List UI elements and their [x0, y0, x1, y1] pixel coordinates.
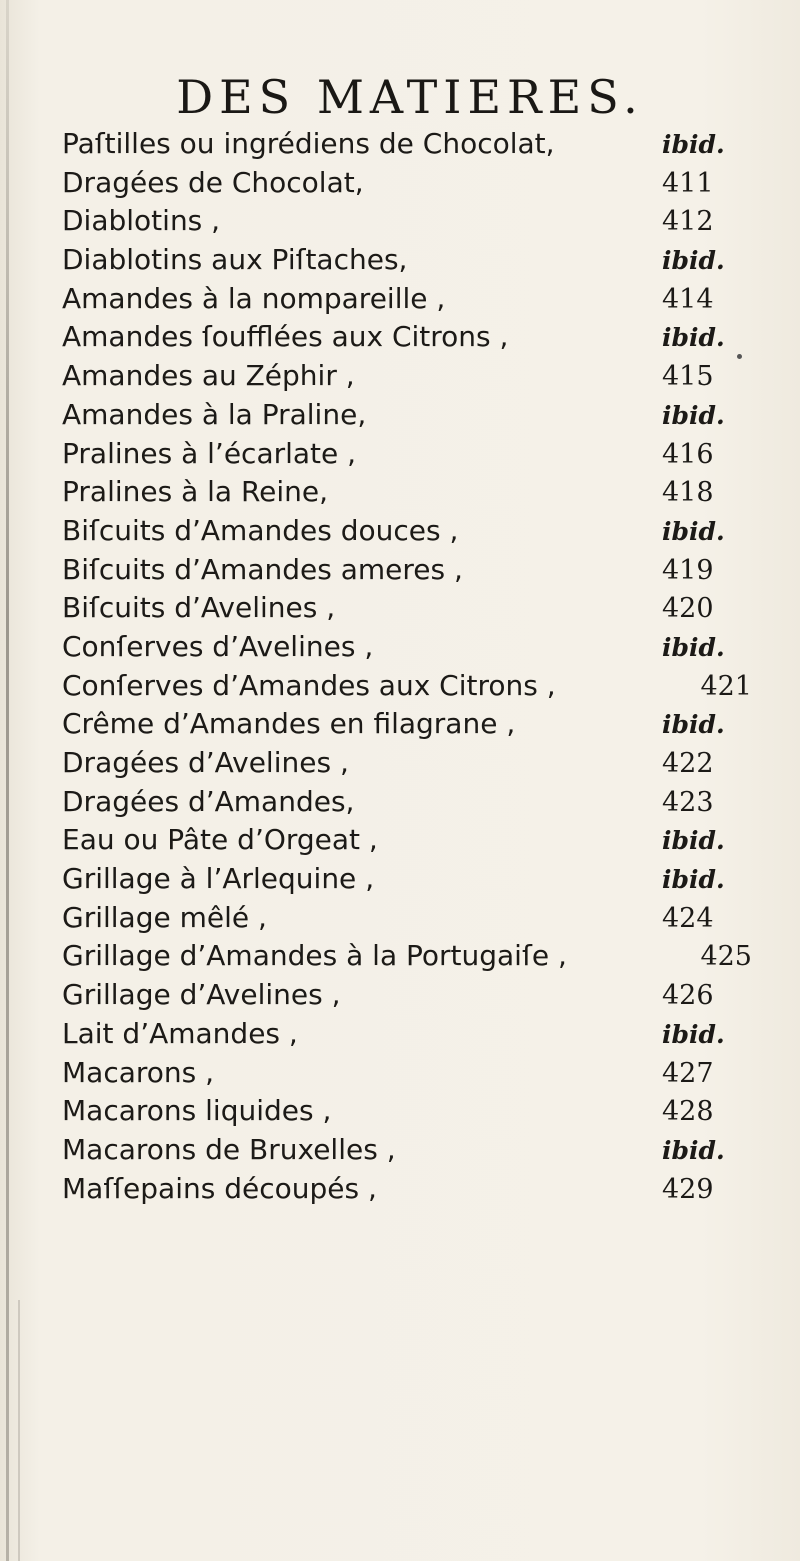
toc-entry-page: 416 [662, 438, 714, 470]
toc-entry-label: Biſcuits d’Avelines , [62, 591, 336, 625]
toc-entry-label: Grillage d’Amandes à la Portugaiſe , [62, 939, 567, 973]
toc-entry [62, 512, 752, 551]
toc-entry [62, 202, 752, 241]
toc-entry-label: Amandes au Zéphir , [62, 359, 355, 393]
toc-entry-label: Amandes ſoufflées aux Citrons , [62, 320, 509, 354]
toc-entry-page: 429 [662, 1173, 714, 1205]
toc-entry-label: Grillage mêlé , [62, 900, 267, 934]
toc-entry-label: Conſerves d’Amandes aux Citrons , [62, 668, 556, 702]
toc-entry-label: Diablotins , [62, 204, 221, 238]
toc-entry [62, 125, 752, 164]
toc-entry [62, 821, 752, 860]
toc-entry-label: Biſcuits d’Amandes douces , [62, 513, 459, 547]
toc-entry-label: Pralines à la Reine, [62, 475, 329, 509]
toc-entry-label: Maſſepains découpés , [62, 1171, 377, 1205]
toc-entry [62, 318, 752, 357]
toc-entry [62, 164, 752, 203]
toc-entry-label: Pralines à l’écarlate , [62, 436, 357, 470]
toc-entry-page: ibid. [662, 1019, 725, 1049]
toc-entry [62, 1054, 752, 1093]
toc-entry-page: ibid. [662, 710, 725, 740]
toc-entry [62, 589, 752, 628]
toc-entry [62, 667, 752, 706]
toc-entry-label: Grillage à l’Arlequine , [62, 862, 375, 896]
toc-entry-label: Diablotins aux Piſtaches, [62, 243, 408, 277]
toc-entry-page: 426 [662, 980, 714, 1012]
toc-entry-page: ibid. [662, 400, 725, 430]
toc-entry [62, 937, 752, 976]
toc-entry-page: 423 [662, 786, 714, 818]
toc-entry [62, 435, 752, 474]
toc-entry-page: 427 [662, 1057, 714, 1089]
toc-entry [62, 357, 752, 396]
toc-entry-label: Macarons de Bruxelles , [62, 1132, 396, 1166]
toc-entry [62, 860, 752, 899]
toc-entry-label: Dragées d’Amandes, [62, 784, 355, 818]
toc-entry-label: Dragées de Chocolat, [62, 165, 364, 199]
toc-entry [62, 744, 752, 783]
toc-entry-page: ibid. [662, 865, 725, 895]
page-gutter-shadow [6, 0, 9, 1561]
toc-entry-page: 411 [662, 167, 714, 199]
toc-entry [62, 473, 752, 512]
page-gutter-mark [18, 1300, 20, 1561]
toc-entry-page: ibid. [662, 632, 725, 662]
toc-entry-label: Dragées d’Avelines , [62, 746, 349, 779]
toc-entry-label: Amandes à la nompareille , [62, 281, 446, 315]
toc-entry [62, 280, 752, 319]
toc-entry [62, 783, 752, 822]
toc-entry-page: 428 [662, 1096, 714, 1128]
toc-entry [62, 1015, 752, 1054]
toc-entry-page: 422 [662, 748, 714, 779]
toc-entry-label: Macarons , [62, 1055, 215, 1089]
toc-entry-label: Crême d’Amandes en filagrane , [62, 707, 516, 741]
toc-entry-page: ibid. [662, 246, 725, 276]
toc-entry-page: 421 [700, 670, 752, 702]
toc-entry [62, 1131, 752, 1170]
toc-entry-page: ibid. [662, 323, 725, 353]
table-of-contents [62, 125, 752, 1208]
toc-entry [62, 551, 752, 590]
toc-entry-label: Grillage d’Avelines , [62, 978, 341, 1012]
toc-entry-page: 415 [662, 361, 714, 393]
toc-entry-page: ibid. [662, 826, 725, 856]
page-heading: DES MATIERES. [176, 70, 644, 124]
toc-entry-page: 418 [662, 477, 714, 509]
toc-entry [62, 1170, 752, 1209]
toc-entry-label: Lait d’Amandes , [62, 1016, 298, 1050]
toc-entry-page: ibid. [662, 516, 725, 546]
toc-entry [62, 241, 752, 280]
toc-entry-label: Amandes à la Praline, [62, 397, 367, 431]
ink-speck [737, 354, 742, 359]
toc-entry [62, 396, 752, 435]
toc-entry-page: 425 [700, 941, 752, 973]
toc-entry [62, 976, 752, 1015]
toc-entry [62, 705, 752, 744]
toc-entry-page: ibid. [662, 130, 725, 159]
toc-entry-page: 424 [662, 902, 714, 934]
toc-entry-label: Eau ou Pâte d’Orgeat , [62, 823, 378, 857]
toc-entry-label: Macarons liquides , [62, 1094, 332, 1128]
toc-entry-label: Biſcuits d’Amandes ameres , [62, 552, 463, 586]
toc-entry-page: 414 [662, 283, 714, 315]
toc-entry-page: 412 [662, 206, 714, 238]
toc-entry-label: Conſerves d’Avelines , [62, 629, 374, 663]
toc-entry-page: ibid. [662, 1135, 725, 1165]
toc-entry-label: Paſtilles ou ingrédiens de Chocolat, [62, 127, 555, 160]
toc-entry [62, 899, 752, 938]
toc-entry [62, 628, 752, 667]
toc-entry [62, 1092, 752, 1131]
toc-entry-page: 419 [662, 554, 714, 586]
toc-entry-page: 420 [662, 593, 714, 625]
